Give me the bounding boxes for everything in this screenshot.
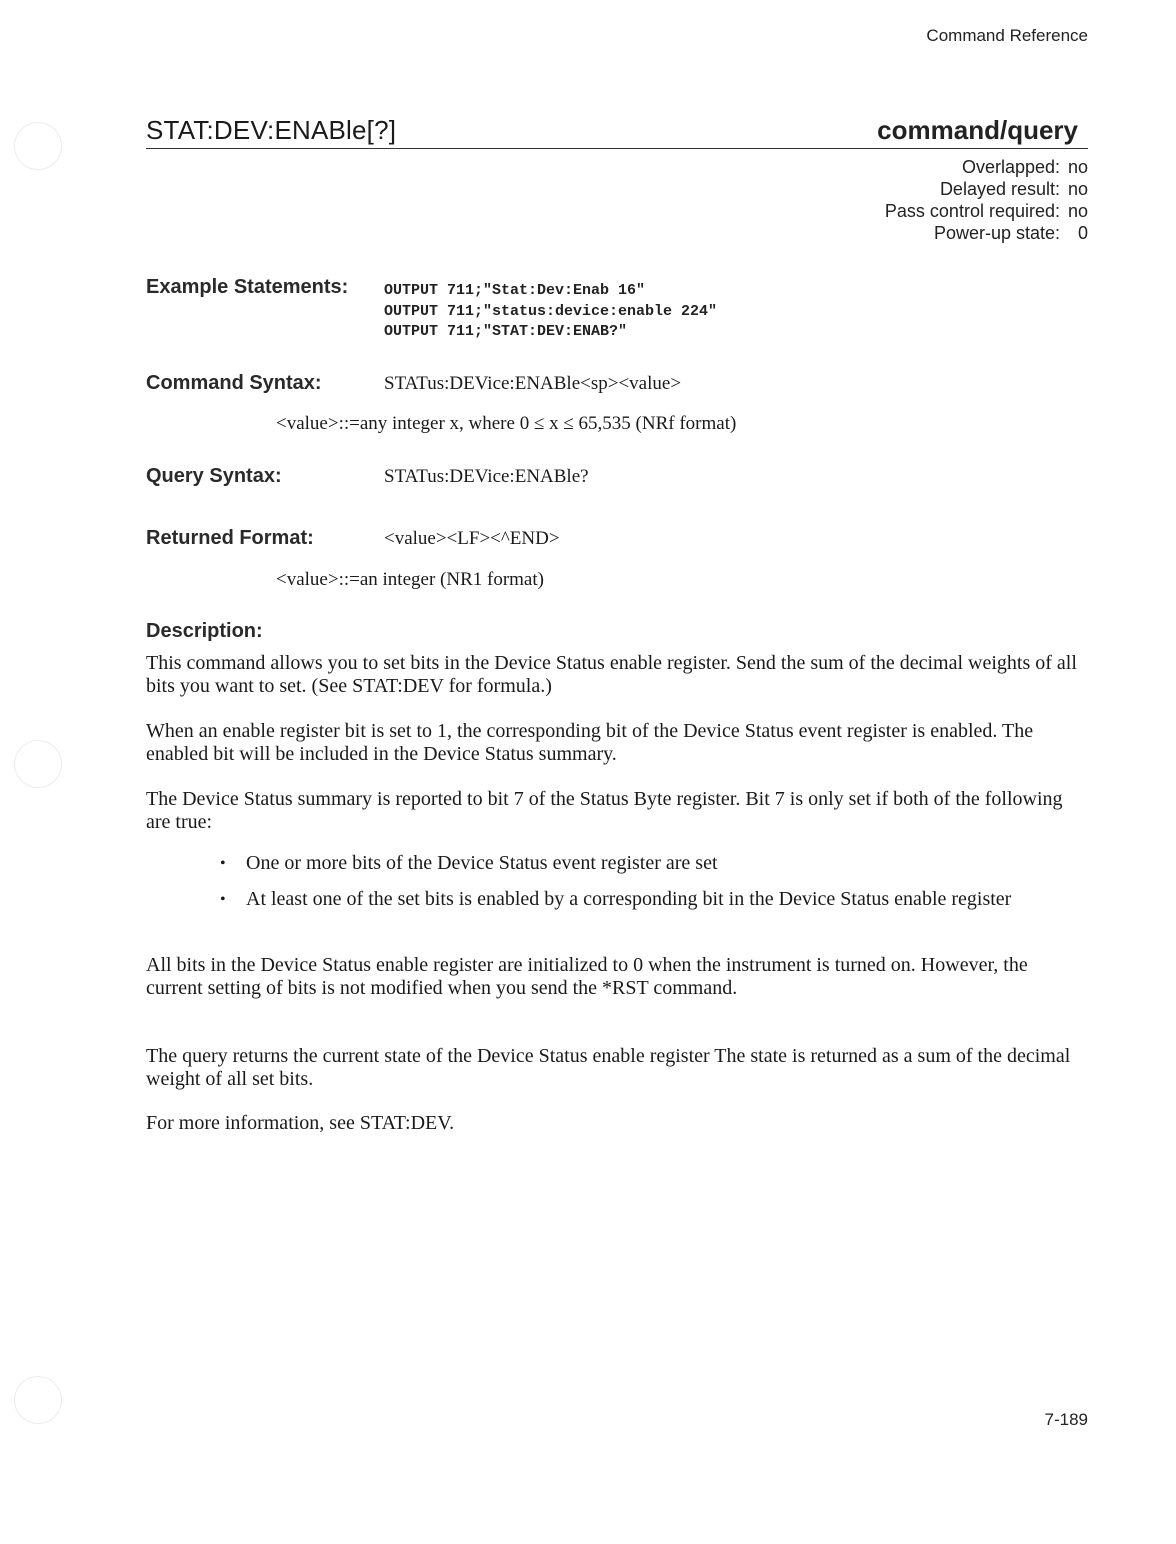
property-delayed-result xyxy=(885,178,1088,200)
example-statements xyxy=(384,281,717,343)
query-syntax: STATus:DEVice:ENABle? xyxy=(384,466,589,487)
command-syntax: STATus:DEVice:ENABle<sp><value> xyxy=(384,373,682,394)
paragraph-text: All bits in the Device Status enable register are initialized to 0 when the instrument is turned on. However, the current setting of bits is not modified when you send the *RST command. xyxy=(146,954,1028,999)
paragraph-text: When an enable register bit is set to 1, the corresponding bit of the Device Status event register is enabled. The enabled bit will be included in the Device Status summary. xyxy=(146,720,1034,765)
description-paragraph-1 xyxy=(146,652,1086,698)
property-power-up-state xyxy=(885,222,1088,244)
list-item-text: At least one of the set bits is enabled by a corresponding bit in the Device Status enable register xyxy=(246,888,1012,910)
property-value: no xyxy=(1067,157,1088,177)
condition-list xyxy=(220,852,1080,911)
property-label: Delayed result: xyxy=(939,179,1060,199)
description-paragraph-4 xyxy=(146,954,1086,1000)
property-value: 0 xyxy=(1077,223,1088,243)
property-value: no xyxy=(1067,201,1088,221)
command-syntax-label: Command Syntax: xyxy=(146,372,322,394)
punch-hole-top xyxy=(14,122,62,170)
title-row xyxy=(146,112,1088,149)
punch-hole-middle xyxy=(14,740,62,788)
property-label: Overlapped: xyxy=(961,157,1060,177)
returned-format-label: Returned Format: xyxy=(146,527,314,549)
command-title: STAT:DEV:ENABle[?] xyxy=(146,115,397,145)
page-number: 7-189 xyxy=(1044,1410,1088,1429)
property-overlapped xyxy=(885,156,1088,178)
list-item xyxy=(220,888,1080,911)
description-paragraph-5 xyxy=(146,1045,1086,1091)
returned-format: <value><LF><^END> xyxy=(384,528,560,549)
description-label: Description: xyxy=(146,620,263,642)
returned-format-definition: <value>::=an integer (NR1 format) xyxy=(276,569,544,590)
description-paragraph-6 xyxy=(146,1112,1086,1135)
list-item-text: One or more bits of the Device Status event register are set xyxy=(246,852,718,874)
description-paragraph-2 xyxy=(146,720,1086,766)
bullet-icon: • xyxy=(220,891,226,908)
property-label: Pass control required: xyxy=(884,201,1060,221)
command-properties xyxy=(885,156,1088,244)
bullet-icon: • xyxy=(220,855,226,872)
query-syntax-label: Query Syntax: xyxy=(146,465,282,487)
command-type: command/query xyxy=(877,115,1078,145)
property-label: Power-up state: xyxy=(933,223,1060,243)
punch-hole-bottom xyxy=(14,1376,62,1424)
command-syntax-definition: <value>::=any integer x, where 0 ≤ x ≤ 65,535 (NRf format) xyxy=(276,413,737,434)
example-line: OUTPUT 711;"status:device:enable 224" xyxy=(384,302,718,320)
paragraph-text: This command allows you to set bits in the Device Status enable register. Send the sum of the decimal weights of all bits you want to set. (See STAT:DEV for formula.) xyxy=(146,652,1077,697)
description-paragraph-3 xyxy=(146,788,1086,834)
running-header: Command Reference xyxy=(926,26,1088,45)
paragraph-text: For more information, see STAT:DEV. xyxy=(146,1112,455,1134)
property-value: no xyxy=(1067,179,1088,199)
paragraph-text: The query returns the current state of the Device Status enable register The state is returned as a sum of the decimal weight of all set bits. xyxy=(146,1045,1071,1090)
example-line: OUTPUT 711;"Stat:Dev:Enab 16" xyxy=(384,282,646,299)
example-line: OUTPUT 711;"STAT:DEV:ENAB?" xyxy=(384,323,628,340)
list-item xyxy=(220,852,1080,875)
example-statements-label: Example Statements: xyxy=(146,276,349,298)
paragraph-text: The Device Status summary is reported to bit 7 of the Status Byte register. Bit 7 is only set if both of the following are true: xyxy=(146,788,1063,833)
property-pass-control xyxy=(885,200,1088,222)
